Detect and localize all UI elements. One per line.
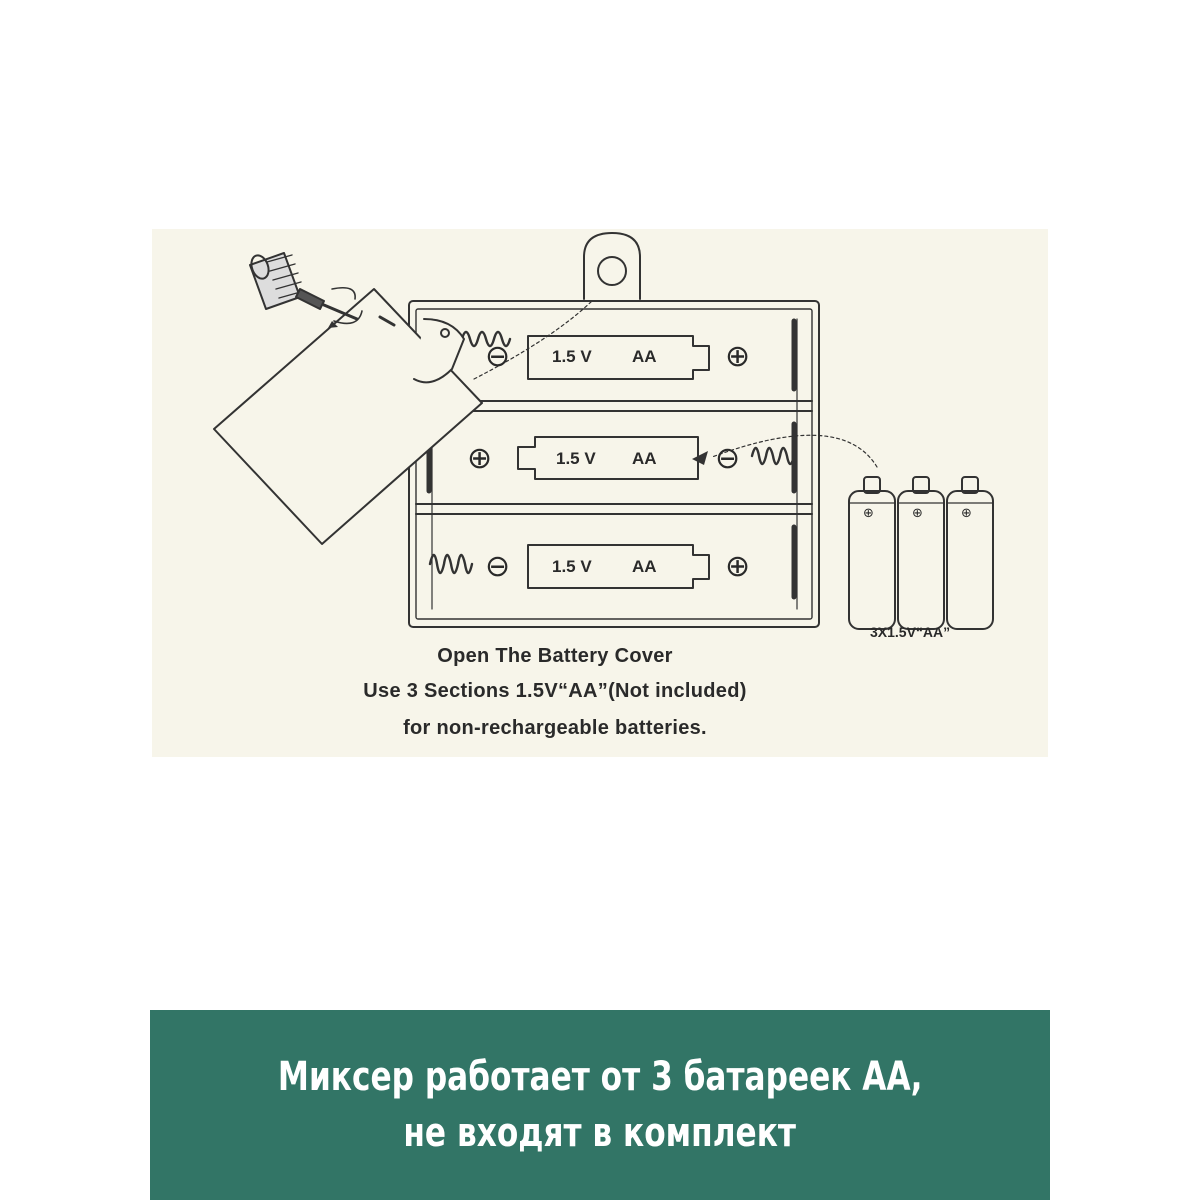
plus-icon: ⊕ [467, 441, 493, 476]
loose-batteries-label: 3X1.5V“AA” [870, 624, 951, 640]
battery-outline-middle [518, 437, 698, 479]
spring-middle [752, 448, 794, 464]
plus-icon: ⊕ [725, 339, 751, 374]
caption-line-2: Use 3 Sections 1.5V“AA”(Not included) [363, 680, 747, 702]
battery-middle-type: AA [632, 449, 657, 468]
battery-middle-voltage: 1.5 V [556, 449, 596, 468]
loose-battery-2 [898, 477, 944, 629]
battery-bottom-type: AA [632, 557, 657, 576]
caption-line-1: Open The Battery Cover [437, 645, 673, 667]
banner-line-1: Миксер работает от 3 батареек АА, [277, 1054, 923, 1100]
plus-icon: ⊕ [863, 506, 874, 521]
hanging-tab [584, 233, 640, 299]
caption-line-3: for non-rechargeable batteries. [403, 717, 707, 739]
battery-bottom-voltage: 1.5 V [552, 557, 592, 576]
minus-icon: ⊖ [715, 441, 741, 476]
plus-icon: ⊕ [912, 506, 923, 521]
battery-top-voltage: 1.5 V [552, 347, 592, 366]
minus-icon: ⊖ [485, 549, 511, 584]
banner-line-2: не входят в комплект [403, 1110, 797, 1156]
battery-compartment-drawing [152, 229, 1048, 757]
battery-cover [214, 289, 482, 544]
info-banner [150, 1010, 1050, 1200]
battery-top-type: AA [632, 347, 657, 366]
battery-diagram-panel [152, 229, 1048, 757]
plus-icon: ⊕ [961, 506, 972, 521]
loose-battery-1 [849, 477, 895, 629]
minus-icon: ⊖ [485, 339, 511, 374]
spring-bottom [430, 555, 472, 573]
plus-icon: ⊕ [725, 549, 751, 584]
insert-arrow-head [692, 451, 708, 465]
loose-battery-3 [947, 477, 993, 629]
